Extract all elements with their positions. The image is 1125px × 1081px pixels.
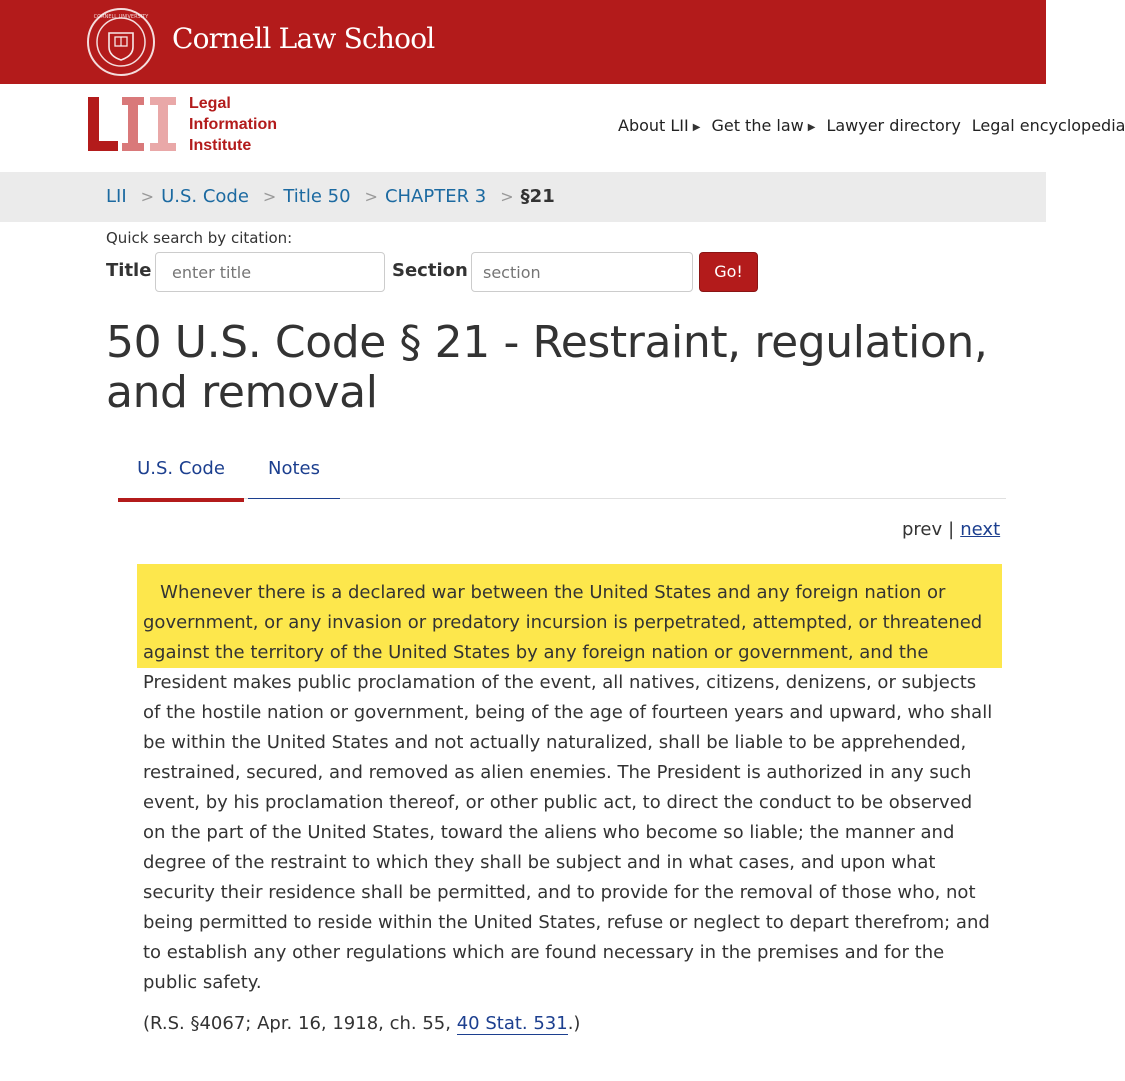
source-prefix: (R.S. §4067; Apr. 16, 1918, ch. 55, bbox=[143, 1013, 457, 1034]
source-suffix: .) bbox=[567, 1013, 581, 1034]
breadcrumb-lii[interactable]: LII bbox=[106, 186, 127, 207]
breadcrumb-separator: > bbox=[364, 187, 378, 206]
section-label: Section bbox=[392, 260, 468, 281]
cornell-seal-icon[interactable] bbox=[86, 7, 156, 77]
cornell-header-bar bbox=[0, 0, 1046, 84]
svg-text:CORNELL UNIVERSITY: CORNELL UNIVERSITY bbox=[93, 14, 149, 20]
go-button[interactable]: Go! bbox=[699, 252, 758, 292]
caret-right-icon: ▶ bbox=[807, 122, 816, 133]
cornell-law-school-name[interactable]: Cornell Law School bbox=[172, 22, 435, 55]
quick-search-label: Quick search by citation: bbox=[106, 229, 293, 247]
lii-wordmark[interactable] bbox=[189, 93, 277, 156]
nav-about-lii[interactable]: About LII ▶ bbox=[618, 116, 701, 135]
lii-word-information: Information bbox=[189, 116, 277, 133]
content-tabs bbox=[118, 450, 1006, 499]
breadcrumb-chapter-3[interactable]: CHAPTER 3 bbox=[384, 186, 487, 207]
lii-logo-icon[interactable] bbox=[86, 95, 178, 155]
breadcrumb-separator: > bbox=[500, 187, 514, 206]
statute-text bbox=[143, 578, 993, 998]
next-link[interactable]: next bbox=[960, 519, 1001, 540]
nav-lawyer-directory[interactable]: Lawyer directory bbox=[826, 116, 961, 135]
top-navigation bbox=[618, 116, 1125, 135]
title-input[interactable] bbox=[155, 252, 385, 292]
lii-word-institute: Institute bbox=[189, 137, 252, 154]
caret-right-icon: ▶ bbox=[692, 122, 701, 133]
page-title: 50 U.S. Code § 21 - Restraint, regulation, and removal bbox=[106, 317, 988, 418]
prev-link[interactable]: prev bbox=[902, 519, 943, 540]
tab-notes[interactable]: Notes bbox=[248, 458, 340, 499]
source-credit bbox=[143, 1013, 580, 1034]
title-label: Title bbox=[106, 260, 152, 281]
pager bbox=[902, 519, 1000, 540]
tab-us-code[interactable]: U.S. Code bbox=[118, 458, 244, 502]
pager-separator: | bbox=[948, 519, 955, 540]
nav-legal-encyclopedia[interactable]: Legal encyclopedia bbox=[971, 116, 1125, 135]
breadcrumb-separator: > bbox=[140, 187, 155, 206]
statute-body: Whenever there is a declared war between the United States and any foreign nation or government, or any invasion or predatory incursion is perpetrated, attempted, or threatened against the territory of the United States by any foreign nation or government, and the President makes public proclamation of the event, all natives, citizens, denizens, or subjects of the hostile nation or government, being of the age of fourteen years and upward, who shall be within the United States and not actually naturalized, shall be liable to be apprehended, restrained, secured, and removed as alien enemies. The President is authorized in any such event, by his proclamation thereof, or other public act, to direct the conduct to be observed on the part of the United States, toward the aliens who become so liable; the manner and degree of the restraint to which they shall be subject and in what cases, and upon what security their residence shall be permitted, and to provide for the removal of those who, not being permitted to reside within the United States, refuse or neglect to depart therefrom; and to establish any other regulations which are found necessary in the premises and for the public safety. bbox=[143, 582, 993, 993]
breadcrumb-current: §21 bbox=[520, 186, 555, 207]
lii-word-legal: Legal bbox=[189, 95, 231, 112]
breadcrumb-us-code[interactable]: U.S. Code bbox=[161, 186, 249, 207]
breadcrumb-separator: > bbox=[262, 187, 277, 206]
breadcrumb-title-50[interactable]: Title 50 bbox=[283, 186, 351, 207]
nav-get-the-law[interactable]: Get the law ▶ bbox=[711, 116, 816, 135]
lii-header bbox=[0, 84, 1125, 172]
breadcrumb bbox=[0, 172, 1046, 222]
section-input[interactable] bbox=[471, 252, 693, 292]
stat-link[interactable]: 40 Stat. 531 bbox=[456, 1013, 568, 1034]
